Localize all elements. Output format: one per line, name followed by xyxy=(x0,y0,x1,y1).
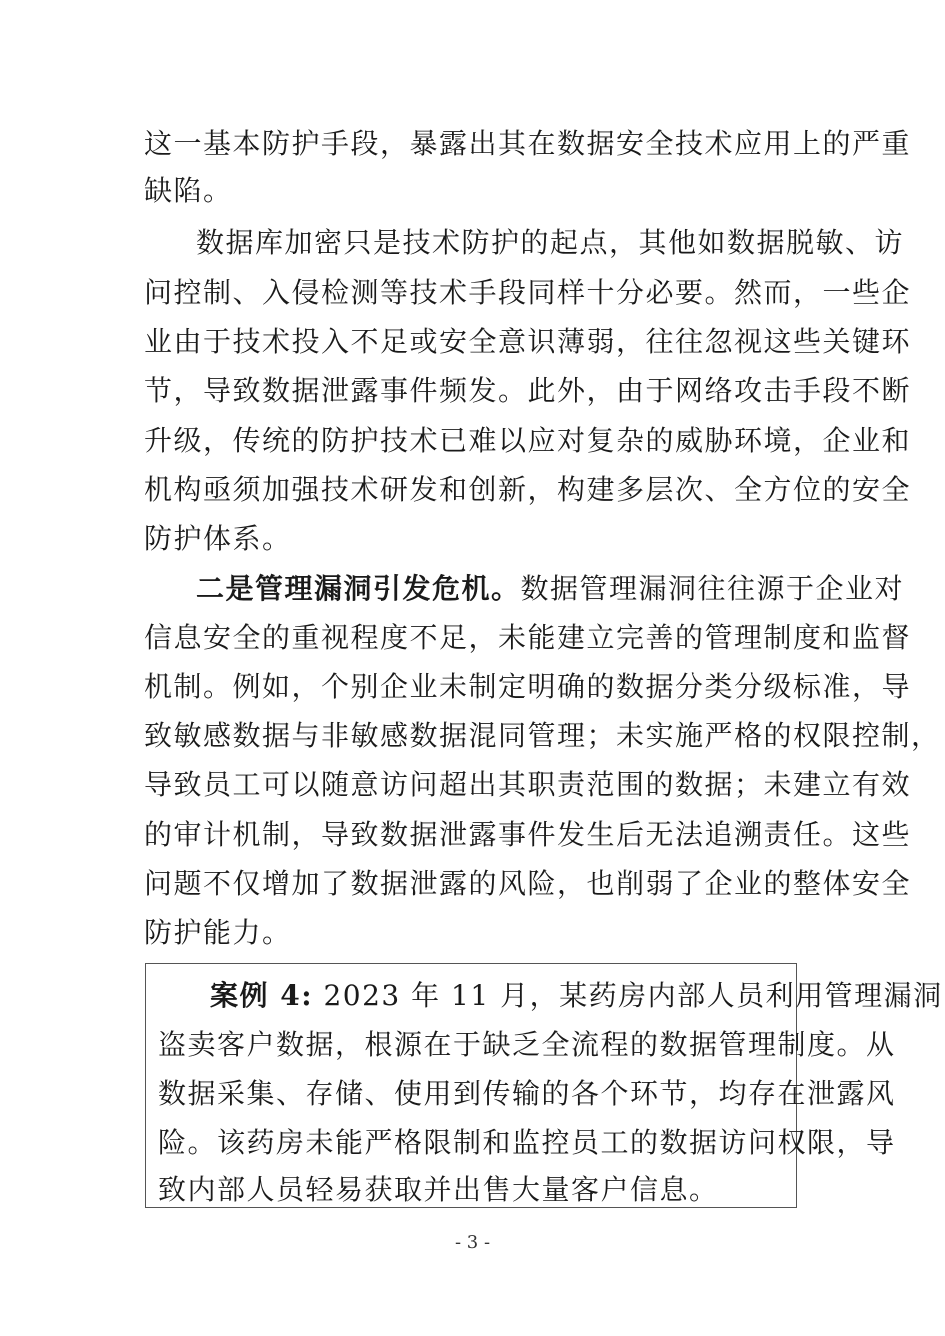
body-line-with-heading xyxy=(196,571,905,607)
body-line: 机构亟须加强技术研发和创新，构建多层次、全方位的安全 xyxy=(144,473,912,506)
case-text: 2023 年 11 月，某药房内部人员利用管理漏洞 xyxy=(313,979,943,1012)
case-line: 盗卖客户数据，根源在于缺乏全流程的数据管理制度。从 xyxy=(158,1028,896,1061)
case-label: 案例 4: xyxy=(210,979,314,1012)
body-line: 致敏感数据与非敏感数据混同管理；未实施严格的权限控制， xyxy=(144,719,941,752)
body-line: 问题不仅增加了数据泄露的风险，也削弱了企业的整体安全 xyxy=(144,867,912,900)
body-line: 机制。例如，个别企业未制定明确的数据分类分级标准，导 xyxy=(144,670,912,703)
body-line: 业由于技术投入不足或安全意识薄弱，往往忽视这些关键环 xyxy=(144,325,912,358)
body-line: 节，导致数据泄露事件频发。此外，由于网络攻击手段不断 xyxy=(144,374,912,407)
body-line: 缺陷。 xyxy=(144,174,233,207)
body-line: 防护体系。 xyxy=(144,522,292,555)
body-line: 数据库加密只是技术防护的起点，其他如数据脱敏、访 xyxy=(196,226,905,259)
page-number: - 3 - xyxy=(454,1232,491,1253)
body-line: 的审计机制，导致数据泄露事件发生后无法追溯责任。这些 xyxy=(144,818,912,851)
body-line: 防护能力。 xyxy=(144,916,292,949)
body-line: 这一基本防护手段，暴露出其在数据安全技术应用上的严重 xyxy=(144,127,912,160)
body-line: 信息安全的重视程度不足，未能建立完善的管理制度和监督 xyxy=(144,621,912,654)
body-line: 升级，传统的防护技术已难以应对复杂的威胁环境，企业和 xyxy=(144,424,912,457)
body-line: 导致员工可以随意访问超出其职责范围的数据；未建立有效 xyxy=(144,768,912,801)
section-heading: 二是管理漏洞引发危机。 xyxy=(196,572,521,605)
case-line: 致内部人员轻易获取并出售大量客户信息。 xyxy=(158,1173,719,1206)
case-line-with-label xyxy=(210,978,943,1014)
body-text: 数据管理漏洞往往源于企业对 xyxy=(520,572,905,605)
case-box xyxy=(145,963,943,1208)
case-line: 险。该药房未能严格限制和监控员工的数据访问权限，导 xyxy=(158,1126,896,1159)
body-line: 问控制、入侵检测等技术手段同样十分必要。然而，一些企 xyxy=(144,276,912,309)
case-line: 数据采集、存储、使用到传输的各个环节，均存在泄露风 xyxy=(158,1077,896,1110)
